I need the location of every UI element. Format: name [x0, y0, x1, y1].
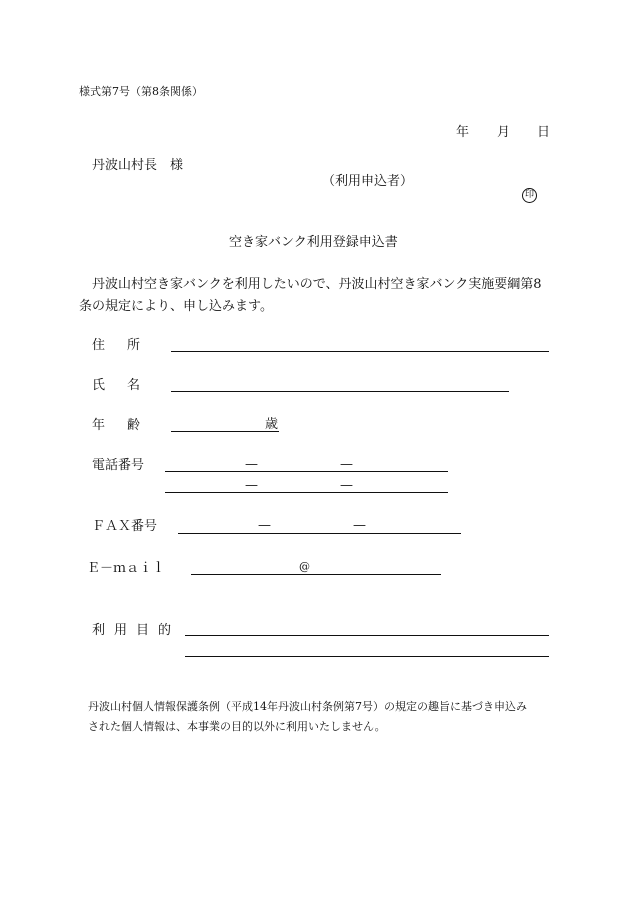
fax-separator-2: —	[353, 518, 366, 533]
phone-field-2[interactable]	[165, 492, 448, 493]
body-paragraph	[79, 274, 542, 318]
address-field[interactable]	[171, 351, 549, 352]
privacy-notice	[88, 697, 527, 737]
date-year-label: 年	[456, 125, 470, 140]
purpose-field-2[interactable]	[185, 656, 549, 657]
purpose-label: 利用目的	[92, 623, 181, 638]
date-day-label: 日	[537, 125, 551, 140]
fax-field[interactable]	[178, 533, 461, 534]
phone-label: 電話番号	[92, 458, 145, 473]
age-unit: 歳	[265, 417, 279, 432]
fax-label: ＦＡＸ番号	[92, 519, 158, 534]
age-label: 年齢	[92, 418, 163, 433]
seal-mark: 印	[522, 188, 537, 203]
phone-separator-1a: —	[245, 457, 258, 472]
name-field[interactable]	[171, 391, 509, 392]
applicant-label: （利用申込者）	[322, 174, 414, 189]
document-title: 空き家バンク利用登録申込書	[229, 235, 398, 250]
name-label: 氏名	[92, 378, 163, 393]
date-month-label: 月	[497, 125, 511, 140]
address-label: 住所	[92, 338, 163, 353]
phone-field-1[interactable]	[165, 471, 448, 472]
body-line-1: 丹波山村空き家バンクを利用したいので、丹波山村空き家バンク実施要綱第8	[92, 277, 542, 292]
body-line-2: 条の規定により、申し込みます。	[79, 299, 273, 314]
age-field[interactable]	[171, 431, 279, 432]
form-number: 様式第7号（第8条関係）	[79, 85, 203, 98]
email-label: Ｅ－ｍａｉｌ	[87, 561, 166, 576]
phone-separator-2b: —	[340, 478, 353, 493]
phone-separator-2a: —	[245, 478, 258, 493]
phone-separator-1b: —	[340, 457, 353, 472]
addressee: 丹波山村長 様	[92, 158, 184, 173]
email-field[interactable]	[191, 574, 441, 575]
fax-separator-1: —	[258, 518, 271, 533]
email-at-sign: @	[299, 560, 310, 573]
purpose-field-1[interactable]	[185, 635, 549, 636]
privacy-notice-line-2: された個人情報は、本事業の目的以外に利用いたしません。	[88, 720, 386, 733]
privacy-notice-line-1: 丹波山村個人情報保護条例（平成14年丹波山村条例第7号）の規定の趣旨に基づき申込み	[88, 700, 527, 713]
